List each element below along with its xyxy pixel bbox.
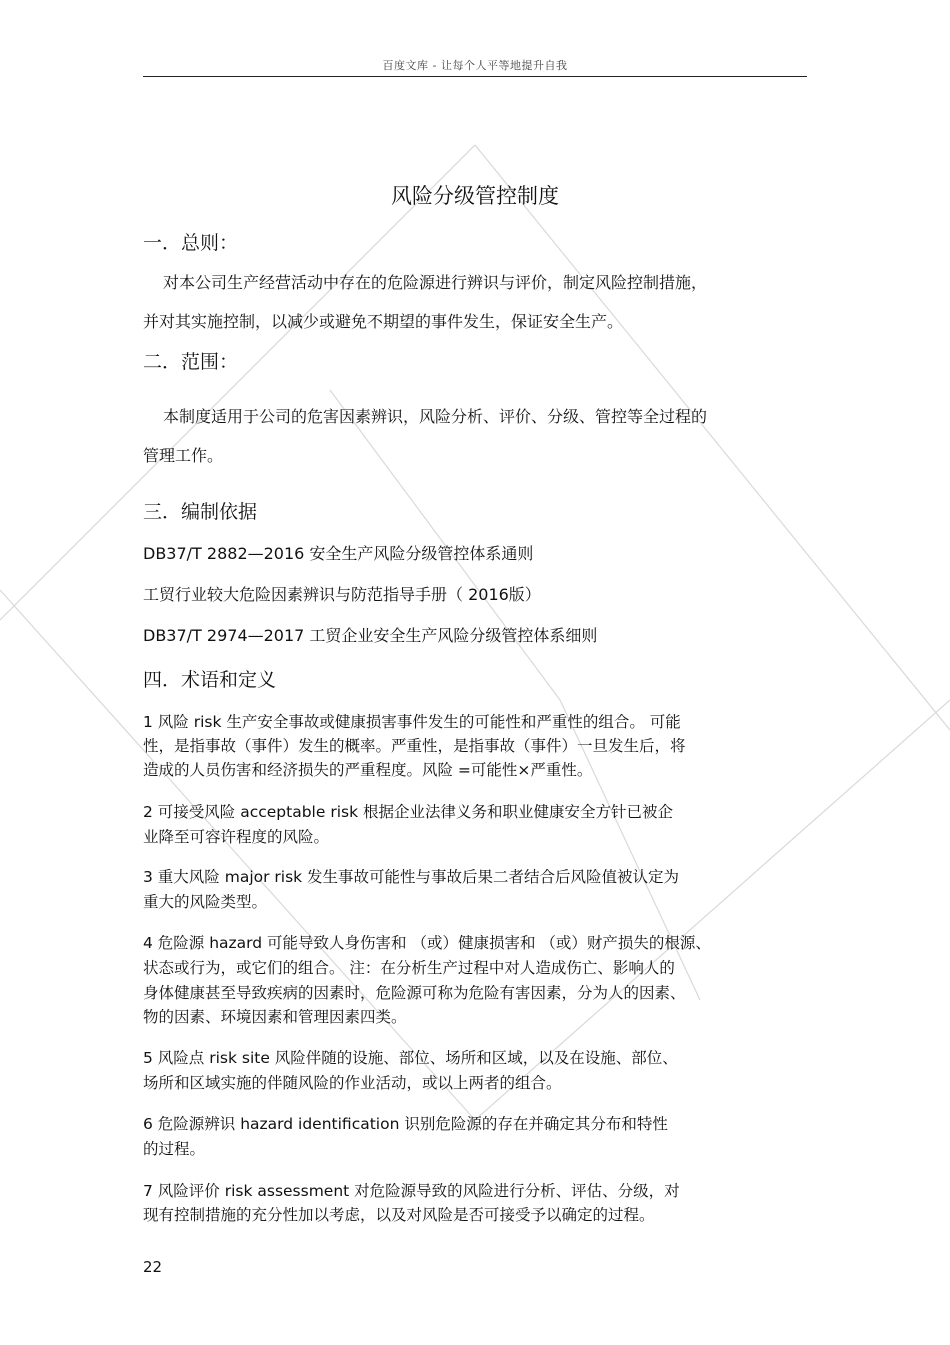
section-heading-basis: 三．编制依据 (143, 501, 258, 523)
paragraph-line: 本制度适用于公司的危害因素辨识，风险分析、评价、分级、管控等全过程的 (163, 407, 708, 426)
definition-line: 状态或行为，或它们的组合。 注：在分析生产过程中对人造成伤亡、影响人的 (143, 959, 675, 977)
definition-line: 现有控制措施的充分性加以考虑，以及对风险是否可接受予以确定的过程。 (143, 1206, 655, 1224)
definition-line: 3 重大风险 major risk 发生事故可能性与事故后果二者结合后风险值被认定为 (143, 868, 680, 886)
reference-item: 工贸行业较大危险因素辨识与防范指导手册（ 2016版） (143, 585, 541, 604)
section-heading-general: 一．总则： (143, 232, 239, 254)
definition-line: 2 可接受风险 acceptable risk 根据企业法律义务和职业健康安全方针已被企 (143, 803, 673, 821)
definition-line: 1 风险 risk 生产安全事故或健康损害事件发生的可能性和严重性的组合。 可能 (143, 713, 681, 731)
definition-line: 业降至可容许程度的风险。 (143, 828, 330, 846)
definition-line: 性，是指事故（事件）发生的概率。严重性，是指事故（事件）一旦发生后，将 (143, 737, 686, 755)
paragraph-line: 对本公司生产经营活动中存在的危险源进行辨识与评价，制定风险控制措施， (163, 273, 708, 292)
paragraph-line: 并对其实施控制，以减少或避免不期望的事件发生，保证安全生产。 (143, 312, 624, 331)
definition-line: 的过程。 (143, 1140, 206, 1158)
definition-line: 身体健康甚至导致疾病的因素时，危险源可称为危险有害因素，分为人的因素、 (143, 984, 686, 1002)
page-header: 百度文库 - 让每个人平等地提升自我 (382, 59, 568, 72)
paragraph-line: 管理工作。 (143, 446, 224, 465)
definition-line: 5 风险点 risk site 风险伴随的设施、部位、场所和区域，以及在设施、部位、 (143, 1049, 678, 1067)
definition-line: 7 风险评价 risk assessment 对危险源导致的风险进行分析、评估、分级，对 (143, 1182, 680, 1200)
section-heading-terms: 四．术语和定义 (143, 669, 277, 691)
definition-line: 6 危险源辨识 hazard identification 识别危险源的存在并确定其分布和特性 (143, 1115, 668, 1133)
page-number: 22 (143, 1258, 163, 1276)
reference-item: DB37/T 2882—2016 安全生产风险分级管控体系通则 (143, 544, 534, 563)
definition-line: 造成的人员伤害和经济损失的严重程度。风险 =可能性×严重性。 (143, 761, 593, 779)
reference-item: DB37/T 2974—2017 工贸企业安全生产风险分级管控体系细则 (143, 626, 598, 645)
definition-line: 4 危险源 hazard 可能导致人身伤害和 （或）健康损害和 （或）财产损失的根源、 (143, 934, 711, 952)
definition-line: 重大的风险类型。 (143, 893, 268, 911)
definition-line: 场所和区域实施的伴随风险的作业活动，或以上两者的组合。 (143, 1074, 562, 1092)
section-heading-scope: 二．范围： (143, 351, 239, 373)
definition-line: 物的因素、环境因素和管理因素四类。 (143, 1008, 407, 1026)
header-divider (143, 76, 807, 77)
document-title: 风险分级管控制度 (391, 184, 559, 208)
